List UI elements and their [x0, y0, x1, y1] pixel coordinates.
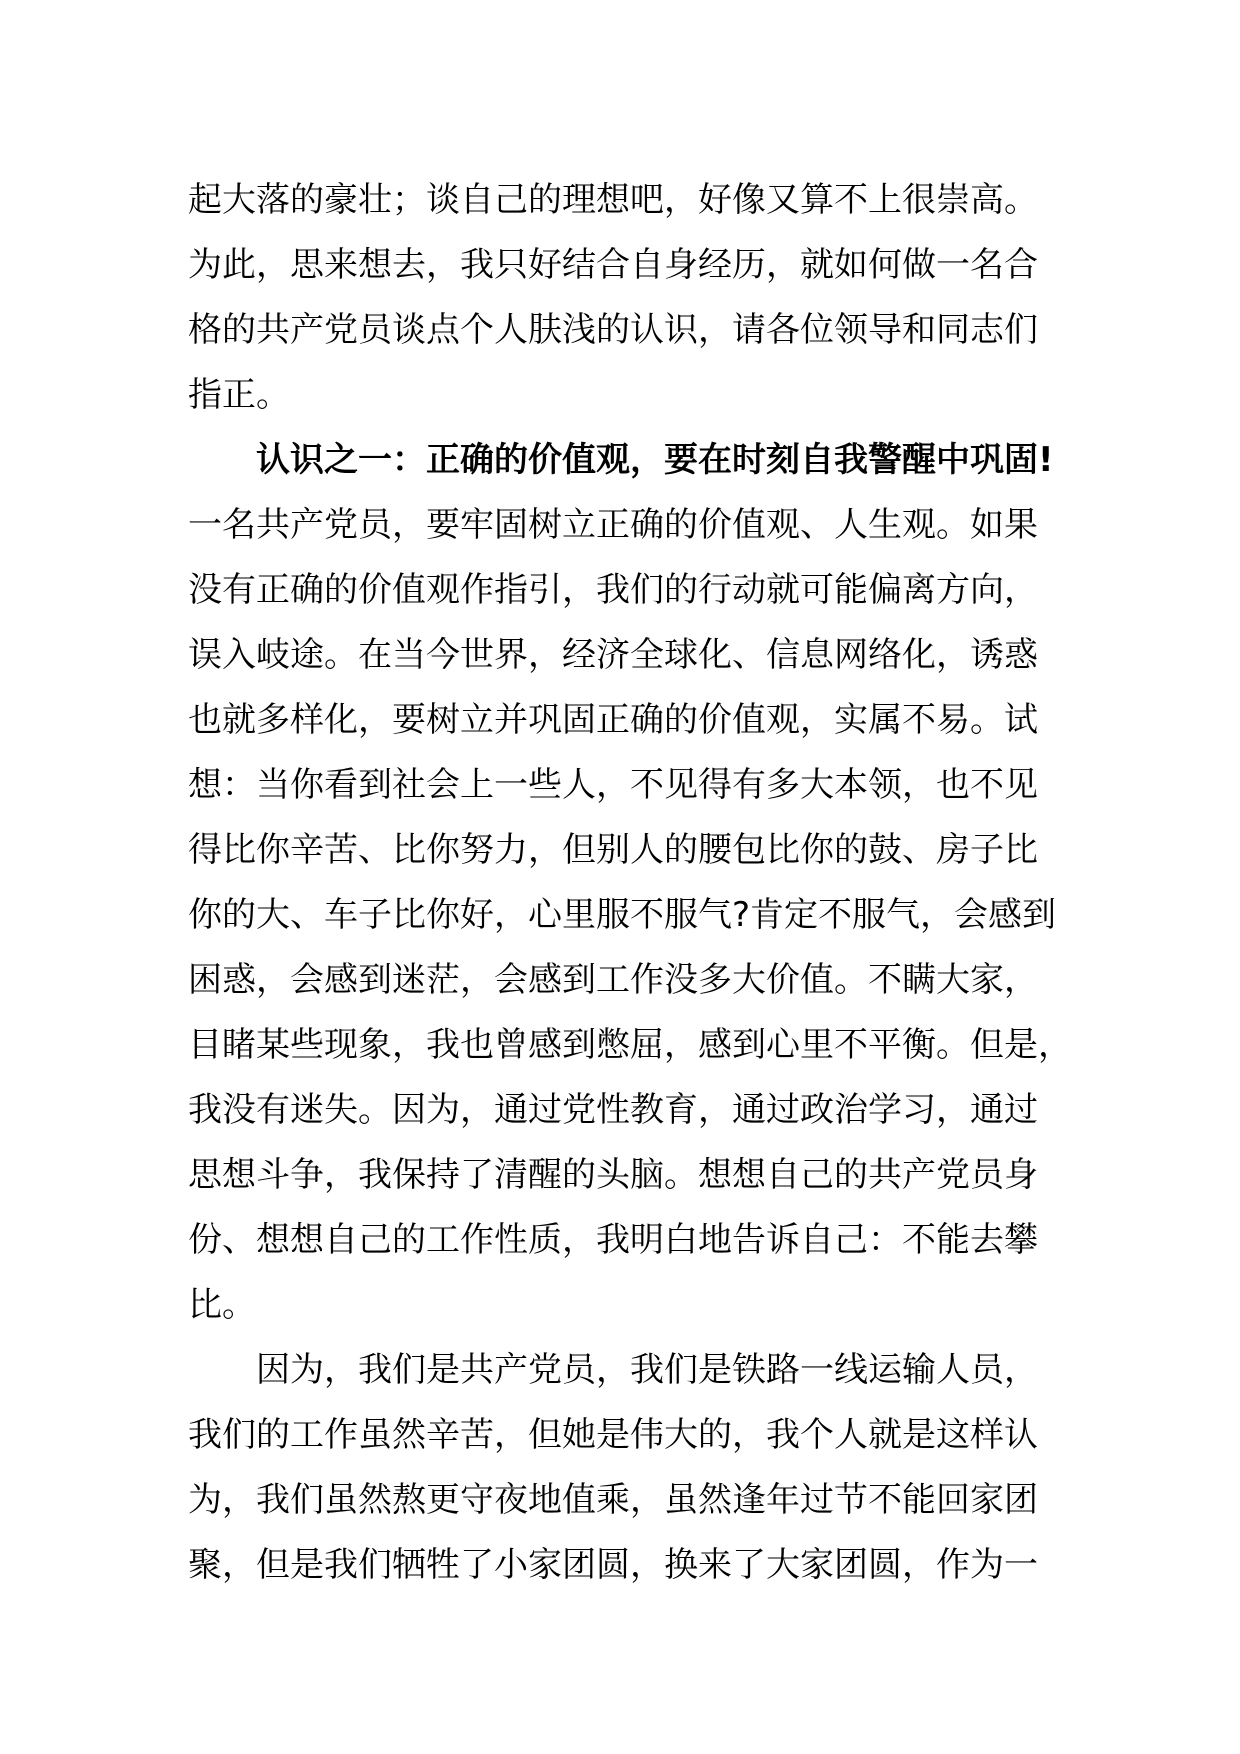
text-line: 比。 [188, 1285, 256, 1325]
text-line: 为，我们虽然熬更守夜地值乘，虽然逢年过节不能回家团 [188, 1480, 1038, 1520]
text-line: 误入岐途。在当今世界，经济全球化、信息网络化，诱惑 [188, 635, 1038, 675]
section-heading: 认识之一：正确的价值观，要在时刻自我警醒中巩固! [256, 440, 1054, 480]
text-line: 份、想想自己的工作性质，我明白地告诉自己：不能去攀 [188, 1220, 1038, 1260]
document-body [188, 168, 1072, 1598]
text-line: 格的共产党员谈点个人肤浅的认识，请各位领导和同志们 [188, 310, 1038, 350]
text-line: 你的大、车子比你好，心里服不服气?肯定不服气，会感到 [188, 895, 1057, 935]
text-line: 也就多样化，要树立并巩固正确的价值观，实属不易。试 [188, 700, 1038, 740]
text-line: 得比你辛苦、比你努力，但别人的腰包比你的鼓、房子比 [188, 830, 1038, 870]
text-line: 困惑，会感到迷茫，会感到工作没多大价值。不瞒大家， [188, 960, 1038, 1000]
text-line: 一名共产党员，要牢固树立正确的价值观、人生观。如果 [188, 505, 1038, 545]
text-line: 目睹某些现象，我也曾感到憋屈，感到心里不平衡。但是， [188, 1025, 1072, 1065]
text-line: 没有正确的价值观作指引，我们的行动就可能偏离方向， [188, 570, 1038, 610]
text-line: 我们的工作虽然辛苦，但她是伟大的，我个人就是这样认 [188, 1415, 1038, 1455]
text-line: 我没有迷失。因为，通过党性教育，通过政治学习，通过 [188, 1090, 1038, 1130]
text-line: 思想斗争，我保持了清醒的头脑。想想自己的共产党员身 [188, 1155, 1038, 1195]
text-line: 指正。 [188, 375, 290, 415]
text-line: 起大落的豪壮；谈自己的理想吧，好像又算不上很崇高。 [188, 180, 1038, 220]
text-line: 想：当你看到社会上一些人，不见得有多大本领，也不见 [188, 765, 1038, 805]
paragraph-start-line: 因为，我们是共产党员，我们是铁路一线运输人员， [256, 1350, 1038, 1390]
text-line: 为此，思来想去，我只好结合自身经历，就如何做一名合 [188, 245, 1038, 285]
text-line: 聚，但是我们牺牲了小家团圆，换来了大家团圆，作为一 [188, 1545, 1038, 1585]
